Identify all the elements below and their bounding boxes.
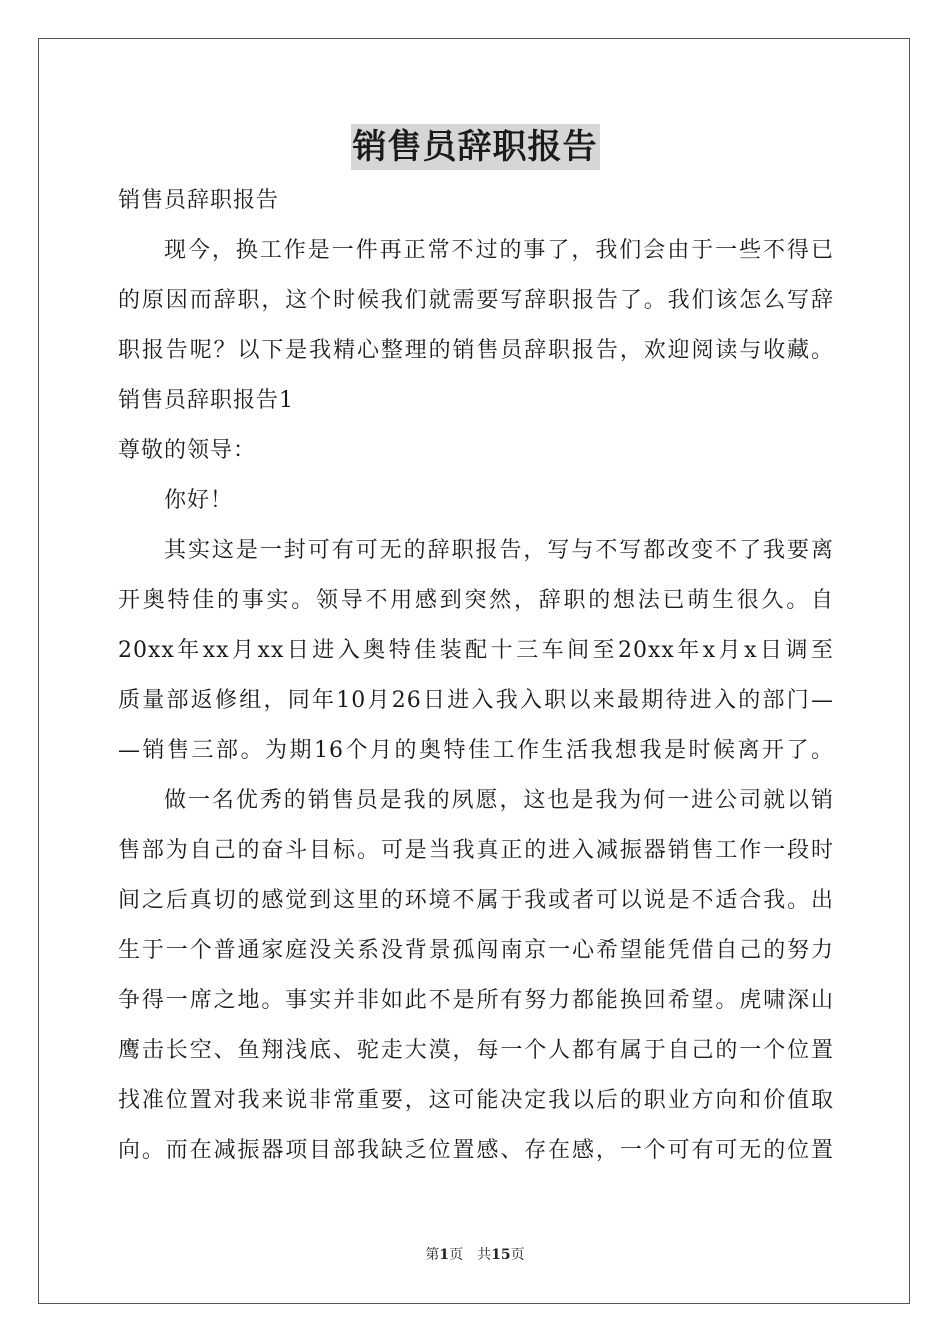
paragraph-line: 间之后真切的感觉到这里的环境不属于我或者可以说是不适合我。出: [118, 888, 834, 913]
document-body: [118, 176, 834, 1176]
footer-page-mid: 页 共: [449, 1247, 492, 1263]
section-heading: 销售员辞职报告1: [118, 388, 294, 413]
paragraph-line: 其实这是一封可有可无的辞职报告，写与不写都改变不了我要离: [164, 538, 834, 563]
paragraph-line: 争得一席之地。事实并非如此不是所有努力都能换回希望。虎啸深山: [118, 988, 834, 1013]
paragraph-line: 职报告呢？以下是我精心整理的销售员辞职报告，欢迎阅读与收藏。: [118, 338, 834, 363]
paragraph-line: 鹰击长空、鱼翔浅底、驼走大漠，每一个人都有属于自己的一个位置: [118, 1038, 834, 1063]
salutation-line: 尊敬的领导：: [118, 438, 257, 463]
document-title: 销售员辞职报告: [351, 124, 600, 170]
paragraph-line: 售部为自己的奋斗目标。可是当我真正的进入减振器销售工作一段时: [118, 838, 834, 863]
title-container: [0, 124, 950, 170]
paragraph-line: 现今，换工作是一件再正常不过的事了，我们会由于一些不得已: [164, 238, 834, 263]
footer-page-current: 1: [439, 1247, 450, 1263]
greeting-line: 你好！: [164, 488, 234, 513]
paragraph-line: 开奥特佳的事实。领导不用感到突然，辞职的想法已萌生很久。自: [118, 588, 834, 613]
page-footer: [0, 1244, 950, 1264]
footer-page-prefix: 第: [425, 1247, 440, 1263]
paragraph-line: 向。而在减振器项目部我缺乏位置感、存在感，一个可有可无的位置: [118, 1138, 834, 1163]
paragraph-line: 做一名优秀的销售员是我的夙愿，这也是我为何一进公司就以销: [164, 788, 834, 813]
paragraph-line: 质量部返修组，同年10月26日进入我入职以来最期待进入的部门—: [118, 688, 834, 713]
footer-page-suffix: 页: [510, 1247, 525, 1263]
subtitle-line: 销售员辞职报告: [118, 188, 280, 213]
paragraph-line: 20xx年xx月xx日进入奥特佳装配十三车间至20xx年x月x日调至: [118, 638, 834, 663]
paragraph-line: 的原因而辞职，这个时候我们就需要写辞职报告了。我们该怎么写辞: [118, 288, 834, 313]
paragraph-line: 生于一个普通家庭没关系没背景孤闯南京一心希望能凭借自己的努力: [118, 938, 834, 963]
paragraph-line: —销售三部。为期16个月的奥特佳工作生活我想我是时候离开了。: [118, 738, 834, 763]
footer-page-total: 15: [491, 1247, 511, 1263]
paragraph-line: 找准位置对我来说非常重要，这可能决定我以后的职业方向和价值取: [118, 1088, 834, 1113]
